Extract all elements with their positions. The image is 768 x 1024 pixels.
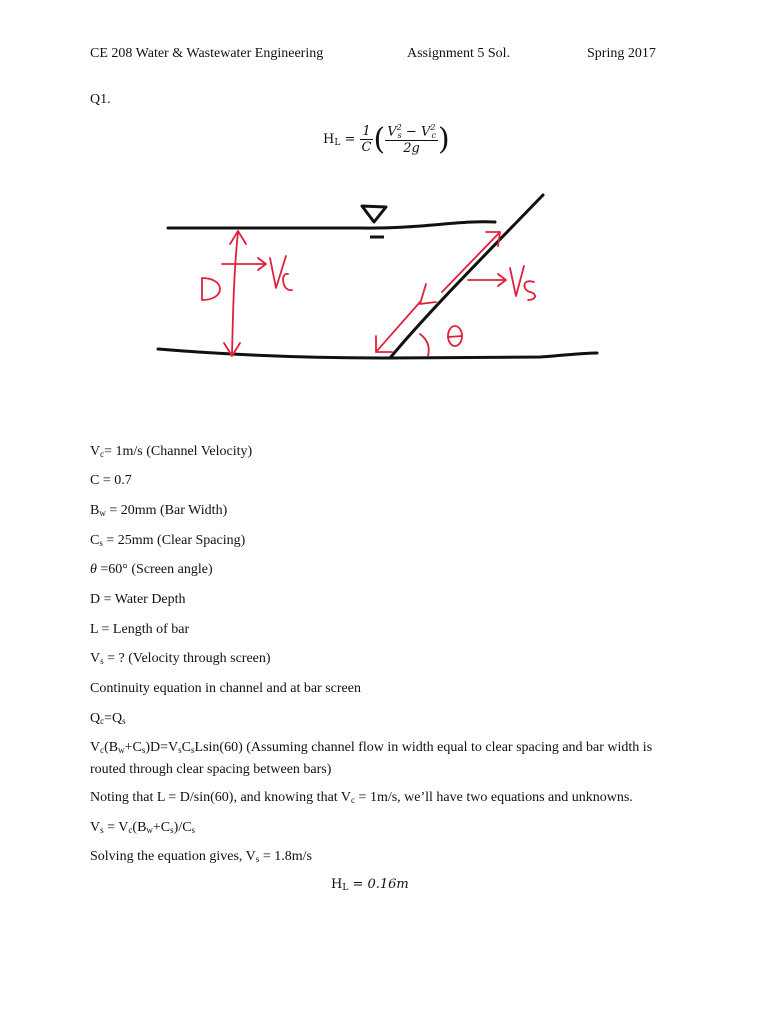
header-course: CE 208 Water & Wastewater Engineering (90, 46, 324, 61)
screen-velocity-label-glyph (510, 266, 535, 300)
channel-velocity-label-glyph (270, 256, 292, 290)
header-term: Spring 2017 (587, 46, 656, 61)
given-clear-spacing: $C_s = 25mm$ (Clear Spacing) (90, 533, 246, 548)
depth-label-d-glyph (202, 278, 220, 300)
given-screen-velocity: $V_s$ = ? (Velocity through screen) (90, 651, 271, 666)
continuity-equation: $V_c(B_w+C_s)D=V_sC_sLsin(60)$ (Assuming channel flow in width equal to clear spacing and bar width is routed through clear spacing between bars) (90, 740, 653, 777)
channel-velocity-arrow (222, 258, 266, 270)
bar-length-arrow-upper (442, 232, 500, 292)
bar-screen-diagram (0, 180, 768, 380)
continuity-statement: Continuity equation in channel and at bar screen (90, 681, 361, 696)
question-number: Q1. (90, 92, 111, 107)
flow-equality: $Q_c=Q_s$ (90, 711, 126, 726)
bar-length-arrow-lower (376, 302, 420, 352)
given-screen-angle: θ =60° (Screen angle) (90, 562, 213, 577)
water-level-symbol (362, 206, 386, 222)
screen-velocity-equation: $V_s = V_c(B_w+C_s)/C_s$ (90, 820, 196, 835)
bar-length-label-glyph (420, 284, 436, 304)
given-channel-velocity: $V_c= 1m/s$ (Channel Velocity) (90, 444, 253, 459)
angle-arc (420, 334, 429, 356)
given-water-depth: D = Water Depth (90, 592, 186, 607)
given-bar-length: L = Length of bar (90, 622, 190, 637)
depth-arrow (232, 232, 238, 355)
head-loss-formula: $H_L$ = $\frac{1}{C}$ ( $\frac{V^2_s - V^2_c}{2g}$ ) (323, 122, 450, 157)
solution-statement: Solving the equation gives, $V_s = 1.8m/s$ (90, 849, 312, 864)
water-surface-line (168, 222, 495, 228)
header-assignment: Assignment 5 Sol. (407, 46, 511, 61)
screen-velocity-arrow (468, 274, 506, 286)
bar-screen-line (390, 195, 543, 358)
noting-statement: Noting that L = D/sin(60), and knowing that $V_c = 1m/s$, we’ll have two equations and unknowns. (90, 790, 633, 805)
given-coefficient: C = 0.7 (90, 473, 132, 488)
head-loss-result: $H_L = 0.16m$ (331, 877, 409, 893)
given-bar-width: $B_w = 20mm$ (Bar Width) (90, 503, 228, 518)
